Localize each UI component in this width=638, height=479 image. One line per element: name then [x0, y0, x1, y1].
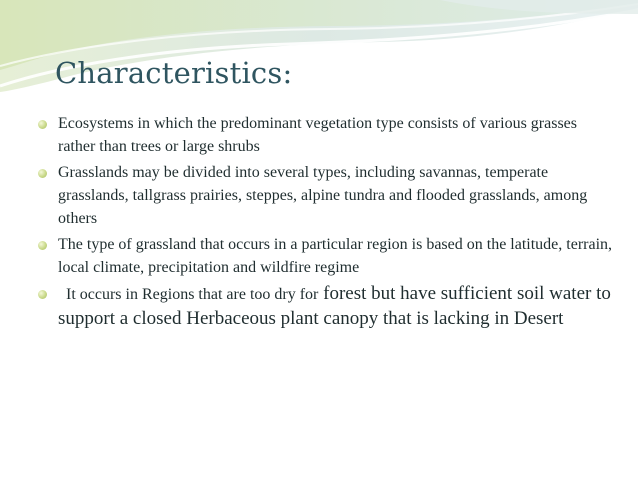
bullet-item	[38, 112, 618, 158]
bullet-text: Grasslands may be divided into several types, including savannas, temperate grasslands, tallgrass prairies, steppes, alpine tundra and flooded grasslands, among others	[58, 164, 588, 227]
bullet-dot-icon	[38, 241, 47, 250]
bullet-dot-icon	[38, 120, 47, 129]
bullet-item	[38, 233, 618, 279]
bullet-item	[38, 282, 618, 331]
bullet-lead-text: It occurs in Regions that are too dry for	[66, 286, 319, 303]
bullet-text: Ecosystems in which the predominant vegetation type consists of various grasses rather than trees or large shrubs	[58, 115, 578, 155]
bullet-text: The type of grassland that occurs in a particular region is based on the latitude, terrain, local climate, precipitation and wildfire regime	[58, 236, 613, 276]
bullet-item	[38, 161, 618, 230]
bullet-text: forest but have sufficient soil water to support a closed Herbaceous plant canopy that is lacking in Desert	[58, 283, 611, 329]
bullet-dot-icon	[38, 169, 47, 178]
slide-title: Characteristics:	[55, 56, 293, 90]
bullet-list	[38, 112, 618, 331]
bullet-dot-icon	[38, 290, 47, 299]
